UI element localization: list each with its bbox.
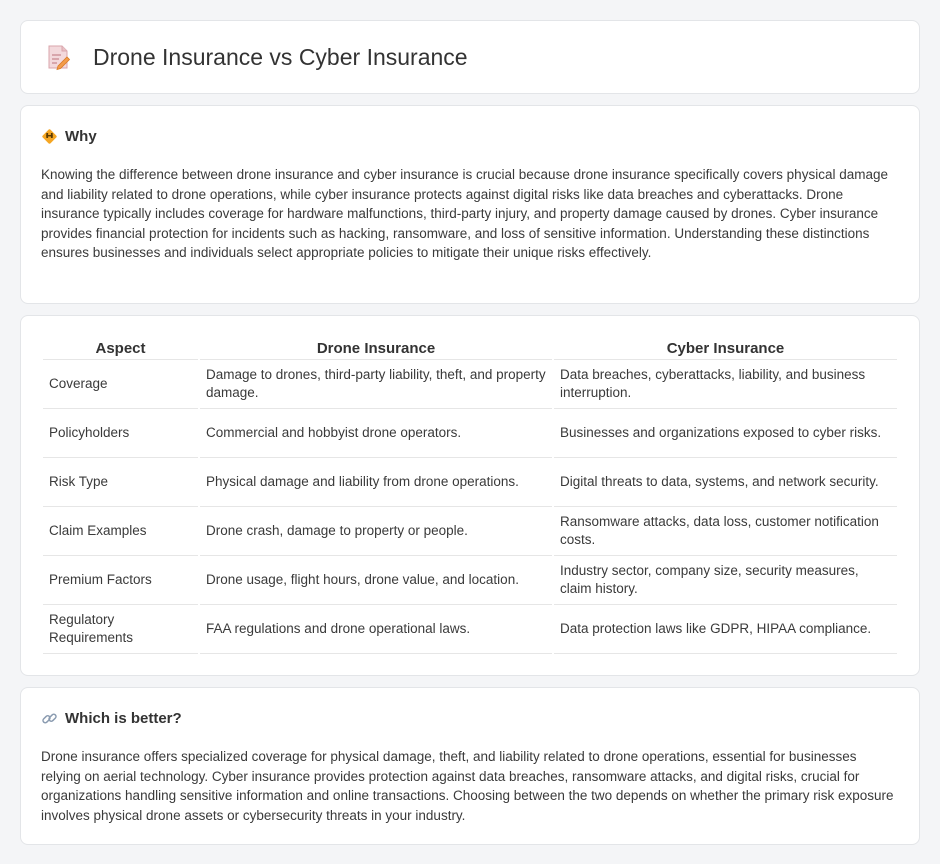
cyber-cell: Data breaches, cyberattacks, liability, and business interruption. (554, 360, 897, 409)
table-row (43, 507, 897, 556)
which-is-better-section (20, 687, 920, 845)
why-heading: Why (65, 128, 97, 145)
table-row (43, 556, 897, 605)
header-card (20, 20, 920, 94)
aspect-cell: Policyholders (43, 409, 198, 458)
cyber-cell: Data protection laws like GDPR, HIPAA compliance. (554, 605, 897, 654)
header-cyber-insurance: Cyber Insurance (554, 336, 897, 360)
header-drone-insurance: Drone Insurance (200, 336, 552, 360)
table-header-row (43, 336, 897, 360)
better-heading: Which is better? (65, 710, 182, 727)
better-heading-row (41, 710, 899, 727)
drone-cell: Damage to drones, third-party liability, theft, and property damage. (200, 360, 552, 409)
why-text: Knowing the difference between drone insurance and cyber insurance is crucial because drone insurance specifically covers physical damage and liability related to drone operations, while cyber insurance protects against digital risks like data breaches and cyberattacks. Drone insurance typically includes coverage for hardware malfunctions, third-party injury, and property damage caused by drones. Cyber insurance provides financial protection for incidents such as hacking, ransomware, and loss of sensitive information. Understanding these distinctions ensures businesses and individuals select appropriate policies to mitigate their unique risks effectively. (41, 167, 888, 260)
page-title: Drone Insurance vs Cyber Insurance (93, 43, 468, 70)
why-heading-row (41, 128, 899, 145)
cyber-cell: Digital threats to data, systems, and network security. (554, 458, 897, 507)
comparison-section (20, 315, 920, 676)
aspect-cell: Premium Factors (43, 556, 198, 605)
table-row (43, 458, 897, 507)
drone-cell: Physical damage and liability from drone operations. (200, 458, 552, 507)
cyber-cell: Ransomware attacks, data loss, customer notification costs. (554, 507, 897, 556)
aspect-cell: Risk Type (43, 458, 198, 507)
link-icon (41, 710, 58, 727)
document-pencil-icon (45, 43, 71, 71)
table-row (43, 605, 897, 654)
cyber-cell: Businesses and organizations exposed to cyber risks. (554, 409, 897, 458)
drone-cell: Drone usage, flight hours, drone value, and location. (200, 556, 552, 605)
table-row (43, 409, 897, 458)
header-aspect: Aspect (43, 336, 198, 360)
why-section (20, 105, 920, 304)
better-text: Drone insurance offers specialized coverage for physical damage, theft, and liability related to drone operations, essential for businesses relying on aerial technology. Cyber insurance provides protection against data breaches, ransomware attacks, and digital risks, crucial for organizations handling sensitive information and online transactions. Choosing between the two depends on whether the primary risk exposure involves physical drone assets or cybersecurity threats in your industry. (41, 749, 894, 823)
aspect-cell: Coverage (43, 360, 198, 409)
aspect-cell: Claim Examples (43, 507, 198, 556)
drone-cell: FAA regulations and drone operational laws. (200, 605, 552, 654)
drone-cell: Drone crash, damage to property or people. (200, 507, 552, 556)
comparison-table (41, 336, 899, 654)
aspect-cell: Regulatory Requirements (43, 605, 198, 654)
warning-diamond-icon (41, 128, 58, 145)
table-row (43, 360, 897, 409)
cyber-cell: Industry sector, company size, security measures, claim history. (554, 556, 897, 605)
drone-cell: Commercial and hobbyist drone operators. (200, 409, 552, 458)
